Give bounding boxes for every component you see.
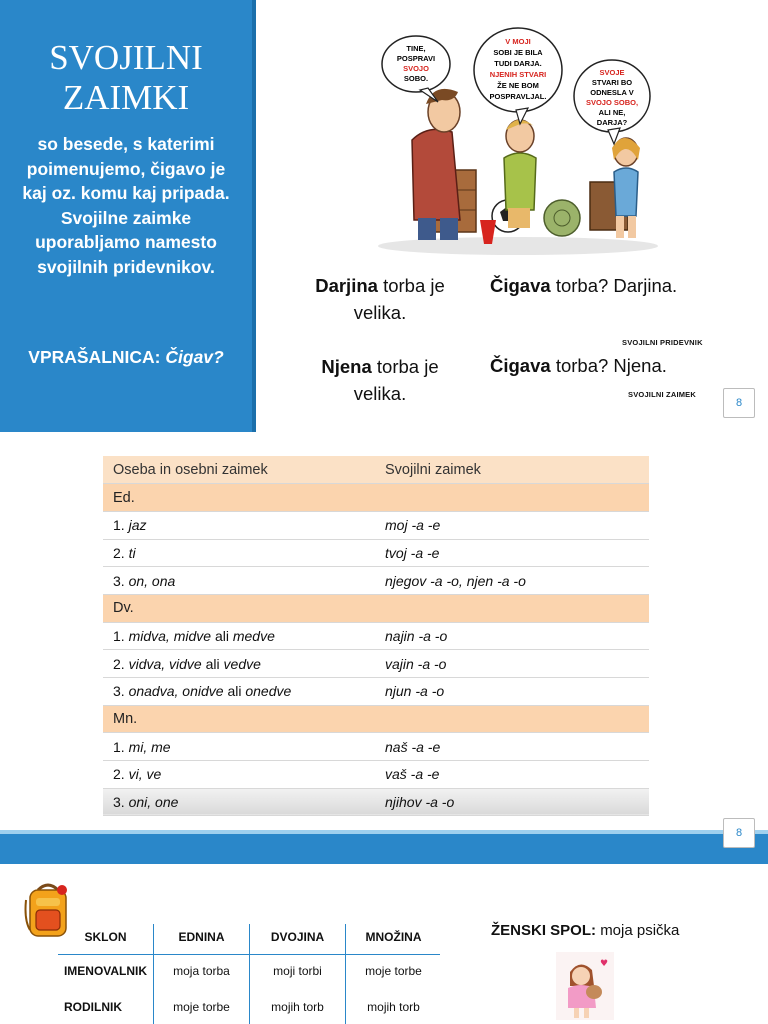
table-row: 1. midva, midve ali medve najin -a -o <box>103 622 649 650</box>
girl-with-puppy-image <box>556 952 614 1020</box>
bubble3-line2: STVARI BO <box>591 78 633 87</box>
cartoon-illustration <box>368 20 668 260</box>
bubble2-line3: TUDI DARJA. <box>494 59 542 68</box>
case-cell: moje torbe <box>365 964 422 978</box>
case-row-label: RODILNIK <box>64 1000 122 1014</box>
bubble1-line2: POSPRAVI <box>396 54 436 63</box>
bubble2-line4: NJENIH STVARI <box>489 70 547 79</box>
slide-nav-button[interactable]: 8 <box>723 388 755 418</box>
bubble3-line4: SVOJO SOBO, <box>585 98 639 107</box>
case-header-ednina: EDNINA <box>178 930 225 944</box>
bubble3-line3: ODNESLA V <box>590 88 634 97</box>
case-cell: moja torba <box>173 964 230 978</box>
caption-possessive-pronoun: SVOJILNI ZAIMEK <box>628 390 697 399</box>
definition-text: so besede, s katerimi poimenujemo, čigavo je kaj oz. komu kaj pripada. Svojilne zaimke uporabljamo namesto svojilnih pridevnikov. <box>22 134 230 277</box>
example-pronoun-question: Čigava torba? Njena. <box>490 355 667 376</box>
table-row: 2. vi, ve vaš -a -e <box>103 761 649 789</box>
case-header-dvojina: DVOJINA <box>270 930 325 944</box>
example-adjective-question: Čigava torba? Darjina. <box>490 275 678 296</box>
table-header-row <box>103 456 649 484</box>
slide-nav-button[interactable]: 8 <box>723 818 755 848</box>
case-row-label: IMENOVALNIK <box>63 964 148 978</box>
bubble2-line5: ŽE NE BOM <box>497 81 539 90</box>
bubble2-line1: V MOJI <box>505 37 531 46</box>
table-row: 3. on, ona njegov -a -o, njen -a -o <box>103 567 649 595</box>
table-row: 2. vidva, vidve ali vedve vajin -a -o <box>103 650 649 678</box>
case-header-sklon: SKLON <box>84 930 127 944</box>
question-word-line: VPRAŠALNICA: Čigav? <box>28 347 224 367</box>
slide-footer-bar <box>0 830 768 864</box>
example-pronoun-sentence: Njena torba je velika. <box>321 356 439 404</box>
group-row-plural: Mn. <box>103 705 649 733</box>
slide-title: SVOJILNI ZAIMKI <box>49 38 203 117</box>
table-row: 1. jaz moj -a -e <box>103 511 649 539</box>
pronoun-table <box>103 456 649 816</box>
group-row-singular: Ed. <box>103 484 649 512</box>
caption-possessive-adjective: SVOJILNI PRIDEVNIK <box>622 338 703 347</box>
bubble2-line2: SOBI JE BILA <box>493 48 543 57</box>
bubble1-line4: SOBO. <box>403 74 429 83</box>
case-header-mnozina: MNOŽINA <box>365 930 422 944</box>
example-adjective-sentence: Darjina torba je velika. <box>315 275 445 323</box>
bubble3-line6: DARJA? <box>596 118 628 127</box>
case-cell: moje torbe <box>173 1000 230 1014</box>
bubble3-line5: ALI NE, <box>598 108 626 117</box>
table-row: 2. ti tvoj -a -e <box>103 539 649 567</box>
slide-3 <box>0 864 768 1024</box>
case-cell: mojih torb <box>271 1000 324 1014</box>
header-person: Oseba in osebni zaimek <box>103 456 375 484</box>
table-row: 3. oni, one njihov -a -o <box>103 788 649 816</box>
header-possessive: Svojilni zaimek <box>375 456 649 484</box>
slide-2 <box>0 432 768 864</box>
slide-1 <box>0 0 768 432</box>
bubble3-line1: SVOJE <box>599 68 625 77</box>
feminine-gender-example: ŽENSKI SPOL: moja psička <box>491 922 680 939</box>
title-panel <box>0 0 256 432</box>
case-cell: mojih torb <box>367 1000 420 1014</box>
table-row: 1. mi, me naš -a -e <box>103 733 649 761</box>
group-row-dual: Dv. <box>103 594 649 622</box>
svg-text:♥: ♥ <box>600 959 609 969</box>
bubble1-line3: SVOJO <box>403 64 429 73</box>
table-row: 3. onadva, onidve ali onedve njun -a -o <box>103 678 649 706</box>
bubble2-line6: POSPRAVLJAL. <box>489 92 547 101</box>
bubble1-line1: TINE, <box>406 44 426 53</box>
case-cell: moji torbi <box>273 964 322 978</box>
